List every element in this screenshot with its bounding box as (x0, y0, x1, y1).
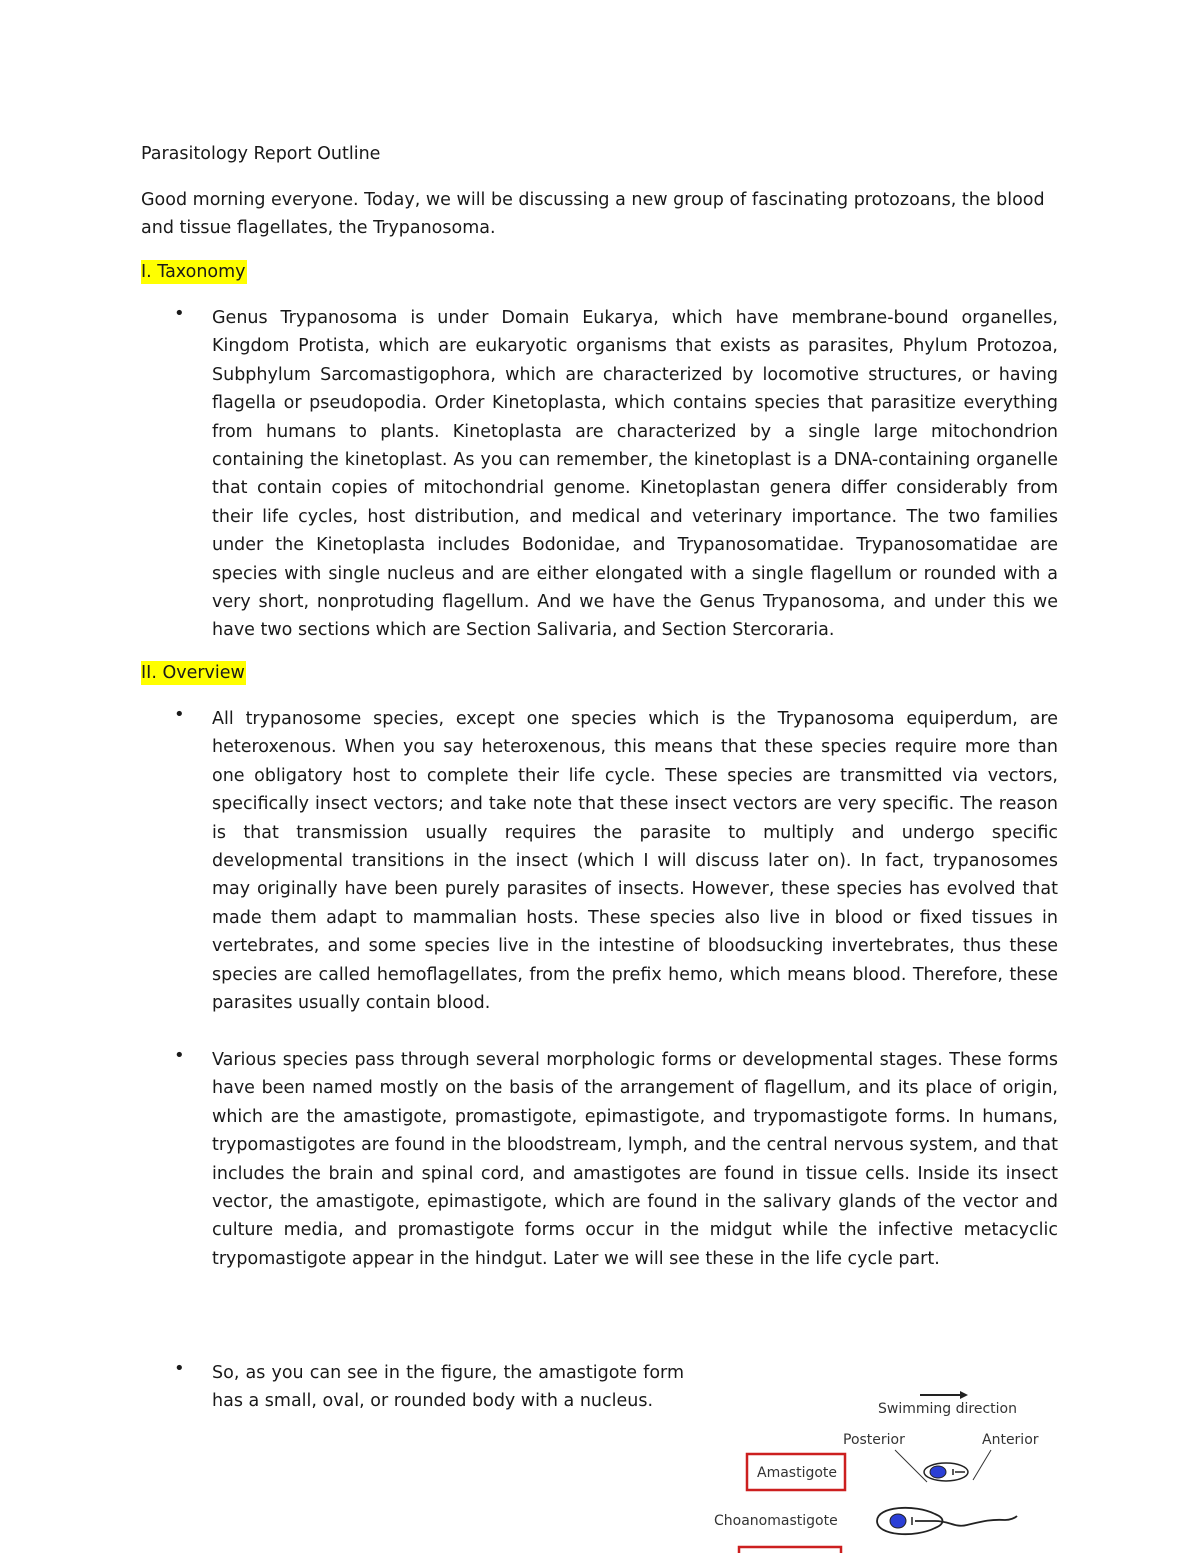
label-swimming-direction: Swimming direction (878, 1401, 1017, 1417)
label-posterior: Posterior (843, 1432, 905, 1448)
overview-paragraph-3: So, as you can see in the figure, the amastigote form has a small, oval, or rounded body with a nucleus. (212, 1363, 684, 1412)
posterior-pointer (895, 1450, 927, 1482)
overview-paragraph-2: Various species pass through several morphologic forms or developmental stages. These forms have been named mostly on the basis of the arrangement of flagellum, and its place of origin, which are the amastigote, promastigote, epimastigote, and trypomastigote forms. In humans, trypomastigotes are found in the bloodstream, lymph, and the central nervous system, and that includes the brain and spinal cord, and amastigotes are found in tissue cells. Inside its insect vector, the amastigote, epimastigote, which are found in the salivary glands of the vector and culture media, and promastigote forms occur in the midgut while the infective metacyclic trypomastigote appear in the hindgut. Later we will see these in the life cycle part. (212, 1050, 1058, 1269)
morphology-figure (705, 1382, 1050, 1553)
arrow-head-icon (960, 1391, 968, 1399)
label-amastigote: Amastigote (757, 1465, 838, 1481)
bullet-icon: • (174, 1358, 185, 1379)
bullet-icon: • (174, 704, 185, 725)
document-title: Parasitology Report Outline (141, 144, 381, 164)
intro-paragraph: Good morning everyone. Today, we will be discussing a new group of fascinating protozoans, the blood and tissue flagellates, the Trypanosoma. (141, 190, 1045, 239)
section-heading-overview: II. Overview (141, 663, 245, 683)
section-heading-taxonomy: I. Taxonomy (141, 262, 246, 282)
overview-paragraph-1: All trypanosome species, except one species which is the Trypanosoma equiperdum, are heteroxenous. When you say heteroxenous, this means that these species require more than one obligatory host to complete their life cycle. These species are transmitted via vectors, specifically insect vectors; and take note that these insect vectors are very specific. The reason is that transmission usually requires the parasite to multiply and undergo specific developmental transitions in the insect (which I will discuss later on). In fact, trypanosomes may originally have been purely parasites of insects. However, these species has evolved that made them adapt to mammalian hosts. These species also live in blood or fixed tissues in vertebrates, and some species live in the intestine of bloodsucking invertebrates, thus these species are called hemoflagellates, from the prefix hemo, which means blood. Therefore, these parasites usually contain blood. (212, 709, 1058, 1014)
label-anterior: Anterior (982, 1432, 1039, 1448)
choanomastigote-nucleus (890, 1514, 906, 1528)
amastigote-nucleus (930, 1466, 946, 1478)
next-form-box (739, 1547, 841, 1553)
bullet-icon: • (174, 303, 185, 324)
bullet-icon: • (174, 1045, 185, 1066)
anterior-pointer (973, 1450, 991, 1480)
label-choanomastigote: Choanomastigote (714, 1513, 838, 1529)
taxonomy-paragraph: Genus Trypanosoma is under Domain Eukarya, which have membrane-bound organelles, Kingdom Protista, which are eukaryotic organisms that exists as parasites, Phylum Protozoa, Subphylum Sarcomastigophora, which are characterized by locomotive structures, or having flagella or pseudopodia. Order Kinetoplasta, which contains species that parasitize everything from humans to plants. Kinetoplasta are characterized by a single large mitochondrion containing the kinetoplast. As you can remember, the kinetoplast is a DNA-containing organelle that contain copies of mitochondrial genome. Kinetoplastan genera differ considerably from their life cycles, host distribution, and medical and veterinary importance. The two families under the Kinetoplasta includes Bodonidae, and Trypanosomatidae. Trypanosomatidae are species with single nucleus and are either elongated with a single flagellum or rounded with a very short, nonprotuding flagellum. And we have the Genus Trypanosoma, and under this we have two sections which are Section Salivaria, and Section Stercoraria. (212, 308, 1058, 641)
